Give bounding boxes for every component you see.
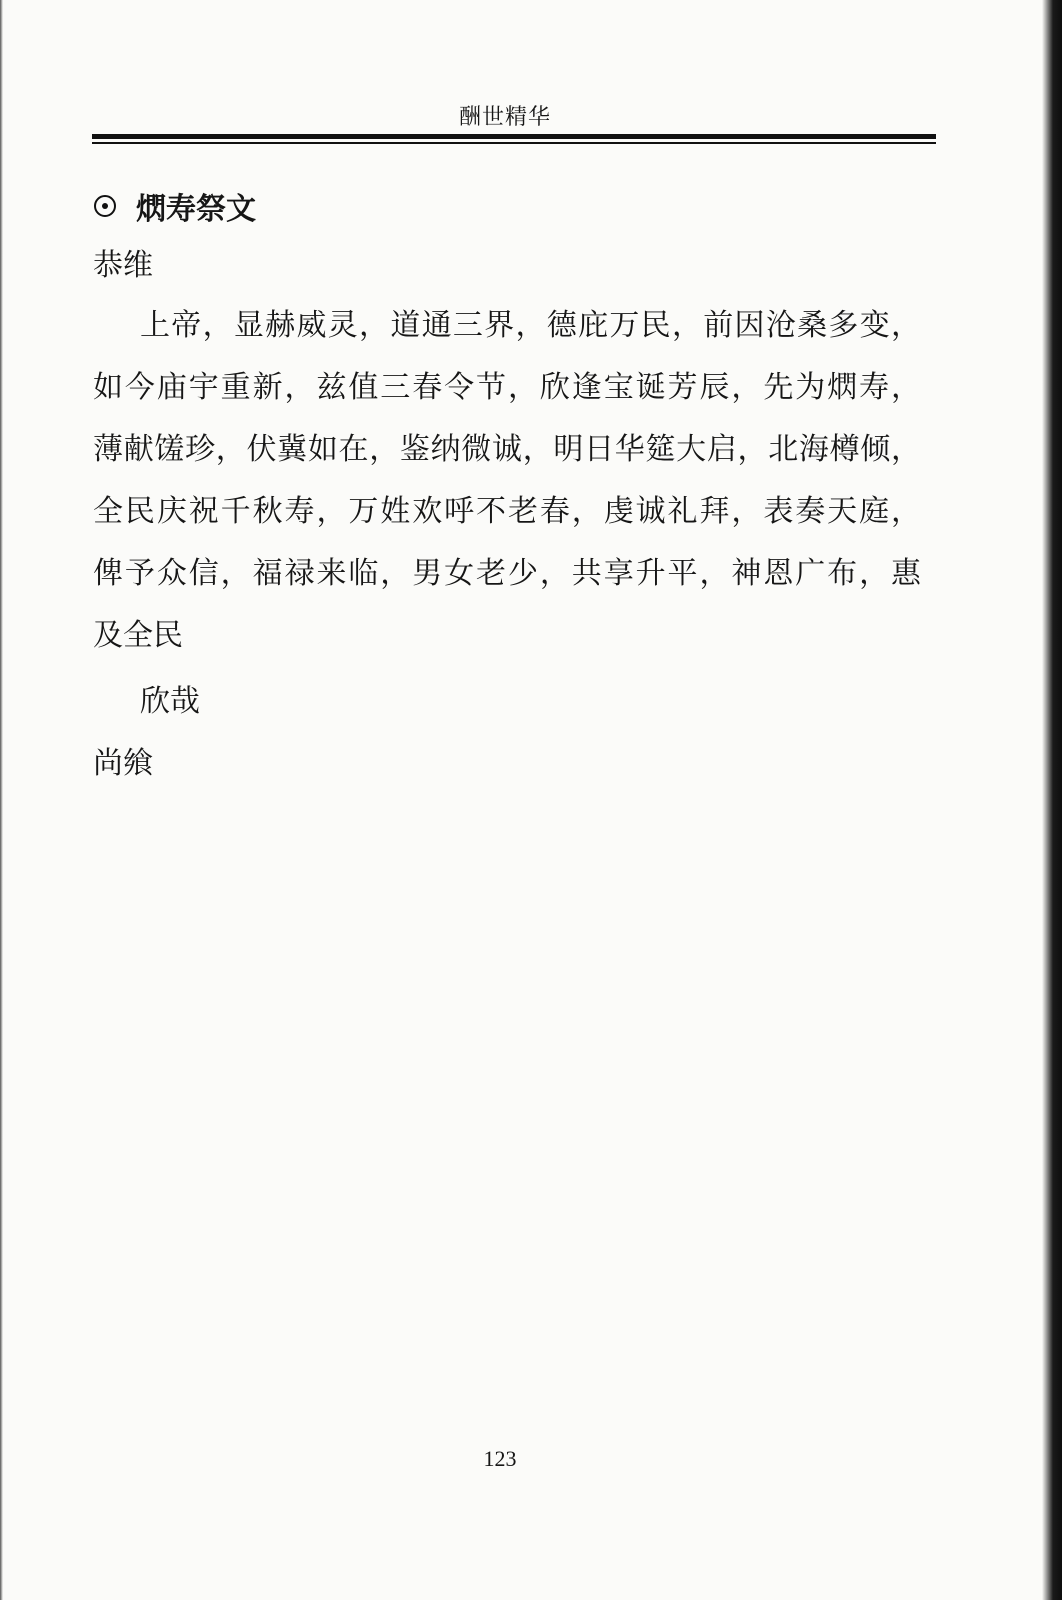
salutation: 恭维 — [93, 248, 153, 283]
page-number: 123 — [483, 1446, 517, 1471]
running-head: 酬世精华 — [458, 105, 551, 130]
scan-edge-left — [0, 0, 3, 1600]
body-line: 上帝，显赫威灵，道通三界，德庇万民，前因沧桑多变， — [140, 308, 921, 343]
body-paragraph — [93, 306, 921, 678]
closing-offering: 尚飨 — [93, 746, 153, 781]
body-line: 薄献馐珍，伏冀如在，鉴纳微诚，明日华筵大启，北海樽倾， — [93, 432, 921, 467]
circled-dot-icon — [94, 195, 116, 217]
body-line: 俾予众信，福禄来临，男女老少，共享升平，神恩广布，惠 — [93, 556, 921, 591]
body-line: 及全民 — [93, 618, 183, 653]
header-rule-thin — [92, 142, 936, 144]
body-line: 全民庆祝千秋寿，万姓欢呼不老春，虔诚礼拜，表奏天庭， — [93, 494, 921, 529]
header-rule-thick — [92, 134, 936, 139]
scan-edge-right — [1042, 0, 1062, 1600]
section-title-text: 熌寿祭文 — [136, 192, 256, 227]
section-title — [94, 186, 256, 226]
closing-phrase: 欣哉 — [140, 684, 200, 719]
body-line: 如今庙宇重新，兹值三春令节，欣逢宝诞芳辰，先为熌寿， — [93, 370, 921, 405]
